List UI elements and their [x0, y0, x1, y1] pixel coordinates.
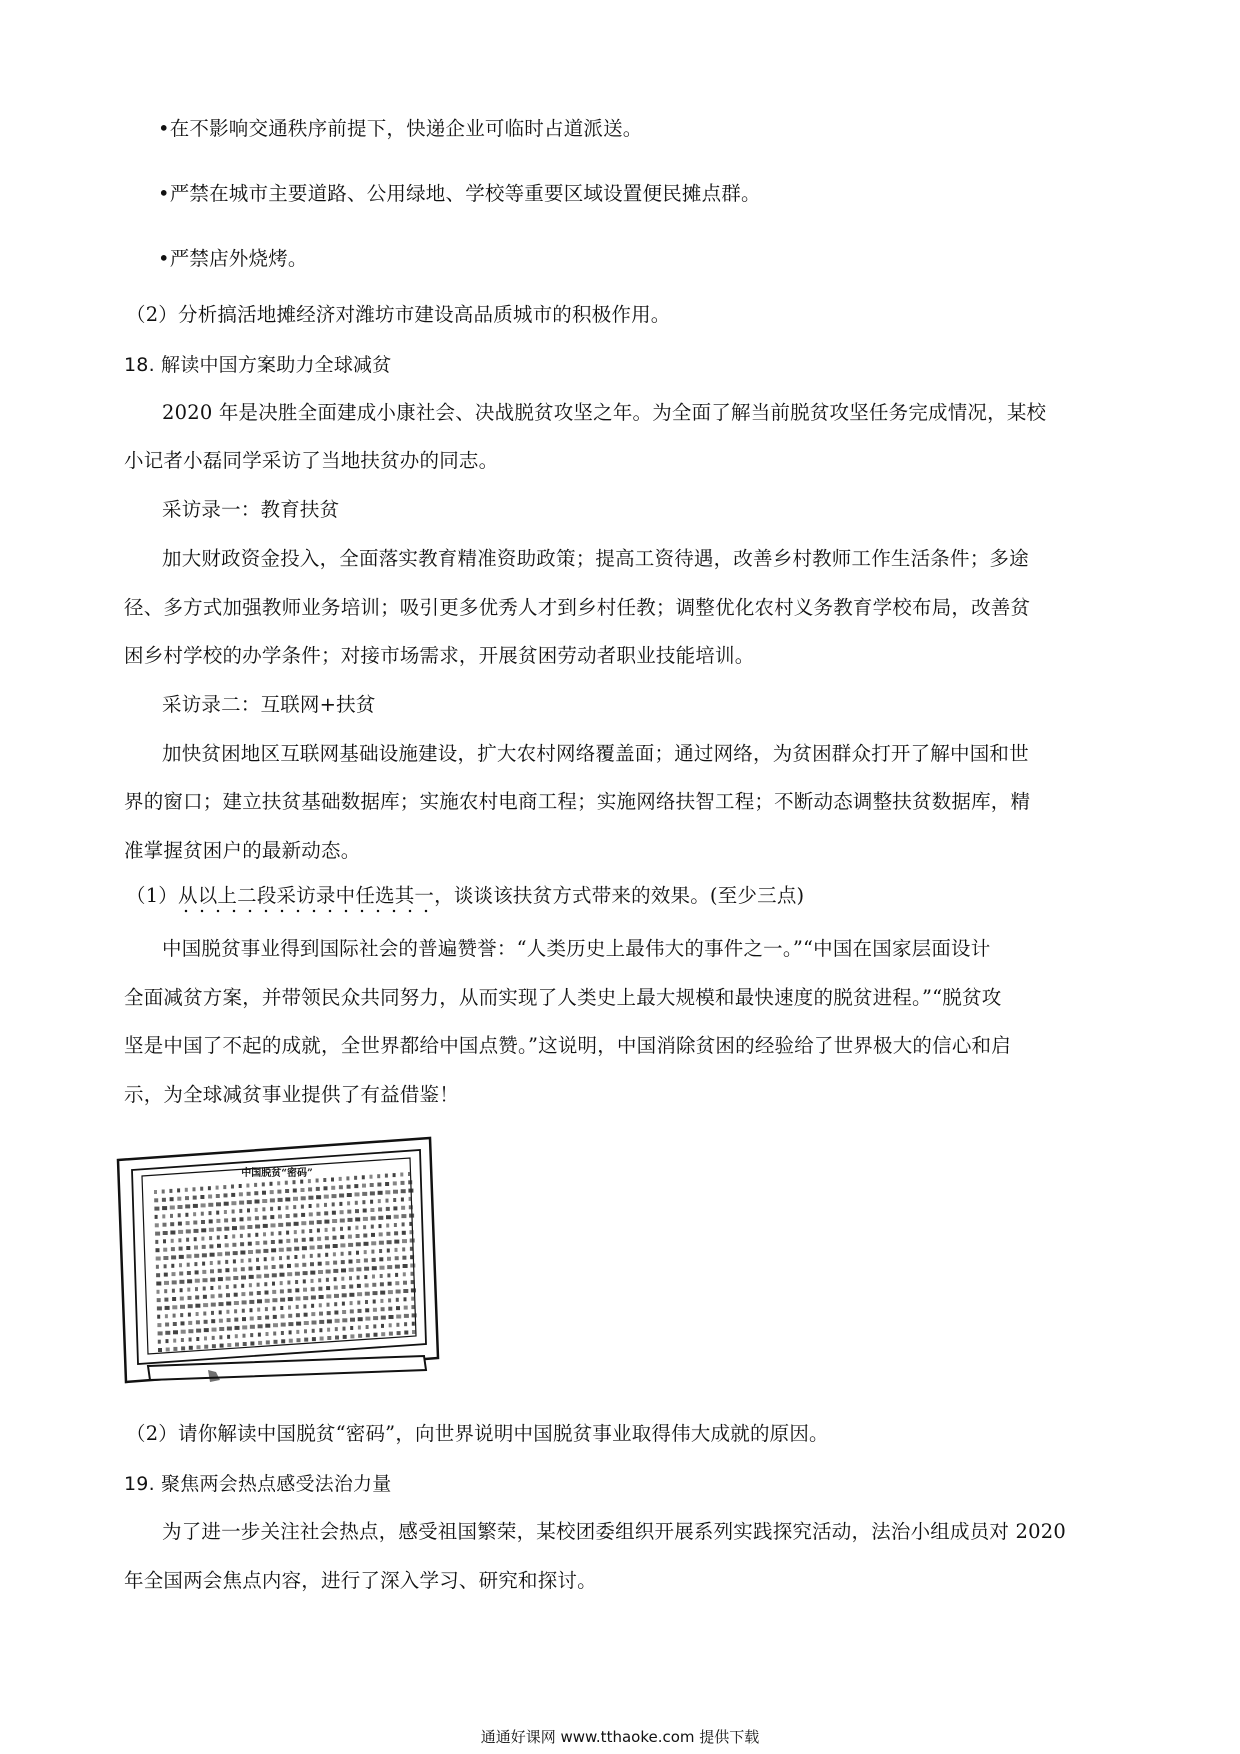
bullet-item: •严禁在城市主要道路、公用绿地、学校等重要区域设置便民摊点群。 [158, 182, 761, 205]
praise-line: 中国脱贫事业得到国际社会的普遍赞誉：“人类历史上最伟大的事件之一。”“中国在国家层面设计 [162, 937, 991, 960]
bullet-item: •严禁店外烧烤。 [158, 247, 308, 270]
q17-subquestion-2: （2）分析搞活地摊经济对潍坊市建设高品质城市的积极作用。 [126, 303, 671, 326]
record1-text-line: 径、多方式加强教师业务培训；吸引更多优秀人才到乡村任教；调整优化农村义务教育学校布局，改善贫 [124, 596, 1031, 619]
figure-title: 中国脱贫“密码” [241, 1168, 313, 1179]
q18-intro-line: 小记者小磊同学采访了当地扶贫办的同志。 [124, 449, 499, 472]
q18-subquestion-1 [126, 883, 804, 909]
q19-title: 19. 聚焦两会热点感受法治力量 [124, 1473, 392, 1495]
record2-text-line: 加快贫困地区互联网基础设施建设，扩大农村网络覆盖面；通过网络，为贫困群众打开了解中国和世 [162, 742, 1029, 765]
praise-line: 示，为全球减贫事业提供了有益借鉴！ [124, 1083, 459, 1106]
q18-subquestion-2: （2）请你解读中国脱贫“密码”，向世界说明中国脱贫事业取得伟大成就的原因。 [126, 1422, 829, 1445]
subquestion-text: ，谈谈该扶贫方式带来的效果。(至少三点) [434, 884, 805, 907]
praise-line: 坚是中国了不起的成就，全世界都给中国点赞。”这说明，中国消除贫困的经验给了世界极大的信心和启 [124, 1034, 1011, 1057]
bullet-item: •在不影响交通秩序前提下，快递企业可临时占道派送。 [158, 117, 643, 140]
q18-intro-line: 2020 年是决胜全面建成小康社会、决战脱贫攻坚之年。为全面了解当前脱贫攻坚任务完成情况，某校 [162, 401, 1047, 424]
record1-label: 采访录一：教育扶贫 [162, 498, 340, 521]
praise-line: 全面减贫方案，并带领民众共同努力，从而实现了人类史上最大规模和最快速度的脱贫进程。”“脱贫攻 [124, 986, 1002, 1009]
q19-intro-line: 为了进一步关注社会热点，感受祖国繁荣，某校团委组织开展系列实践探究活动，法治小组成员对 2020 [162, 1520, 1066, 1543]
emphasis-dotted-text: 从以上二段采访录中任选其一 [178, 884, 434, 914]
q19-intro-line: 年全国两会焦点内容，进行了深入学习、研究和探讨。 [124, 1569, 597, 1592]
subquestion-number: （1） [126, 884, 179, 907]
monitor-illustration [112, 1130, 448, 1392]
page-footer: 通通好课网 www.tthaoke.com 提供下载 [480, 1728, 760, 1746]
record2-text-line: 界的窗口；建立扶贫基础数据库；实施农村电商工程；实施网络扶智工程；不断动态调整扶贫数据库，精 [124, 790, 1031, 813]
record1-text-line: 困乡村学校的办学条件；对接市场需求，开展贫困劳动者职业技能培训。 [124, 644, 755, 667]
record2-text-line: 准掌握贫困户的最新动态。 [124, 839, 361, 862]
monitor-figure [112, 1130, 448, 1392]
q18-title: 18. 解读中国方案助力全球减贫 [124, 354, 392, 376]
record1-text-line: 加大财政资金投入，全面落实教育精准资助政策；提高工资待遇，改善乡村教师工作生活条件；多途 [162, 547, 1029, 570]
record2-label: 采访录二：互联网+扶贫 [162, 693, 376, 716]
